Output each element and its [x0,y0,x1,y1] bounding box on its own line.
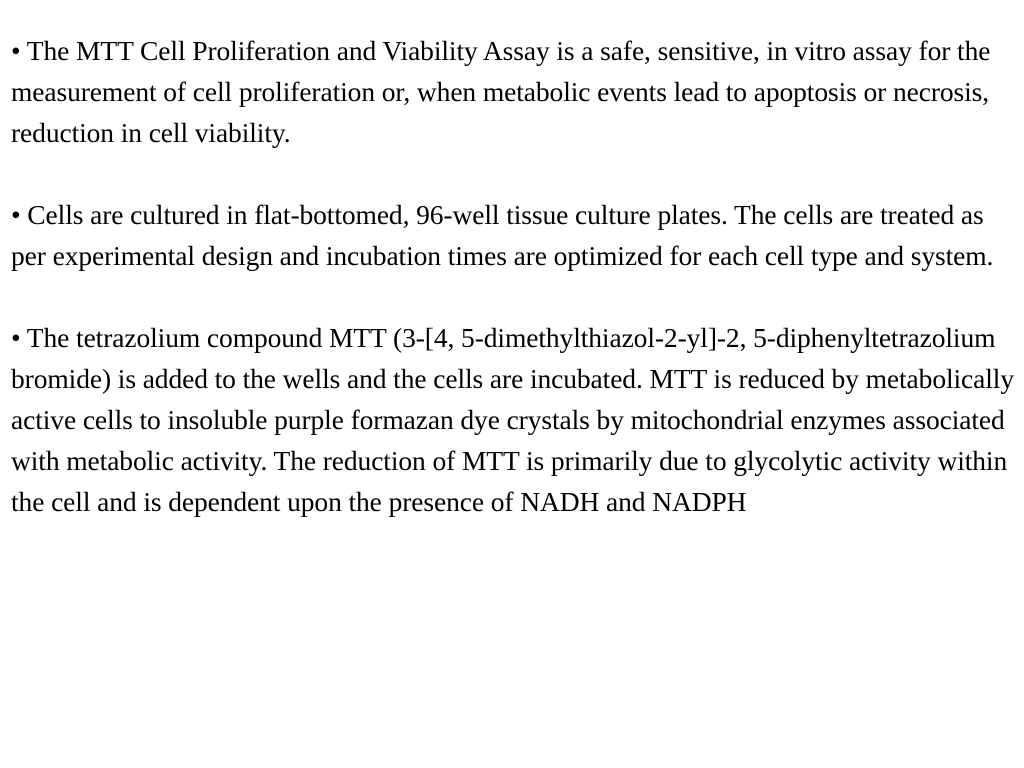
paragraph-mtt-reduction: • The tetrazolium compound MTT (3-[4, 5-dimethylthiazol-2-yl]-2, 5-diphenyltetrazolium bromide) is added to the wells and the cells are incubated. MTT is reduced by metabolically active cells to insoluble purple formazan dye crystals by mitochondrial enzymes associated with metabolic activity. The reduction of MTT is primarily due to glycolytic activity within the cell and is dependent upon the presence of NADH and NADPH [11,322,1014,517]
paragraph-cell-culture: • Cells are cultured in flat-bottomed, 96-well tissue culture plates. The cells are treated as per experimental design and incubation times are optimized for each cell type and system. [11,199,994,271]
paragraph-mtt-assay-overview: • The MTT Cell Proliferation and Viability Assay is a safe, sensitive, in vitro assay for the measurement of cell proliferation or, when metabolic events lead to apoptosis or necrosis, reduction in cell viability. [11,35,991,148]
